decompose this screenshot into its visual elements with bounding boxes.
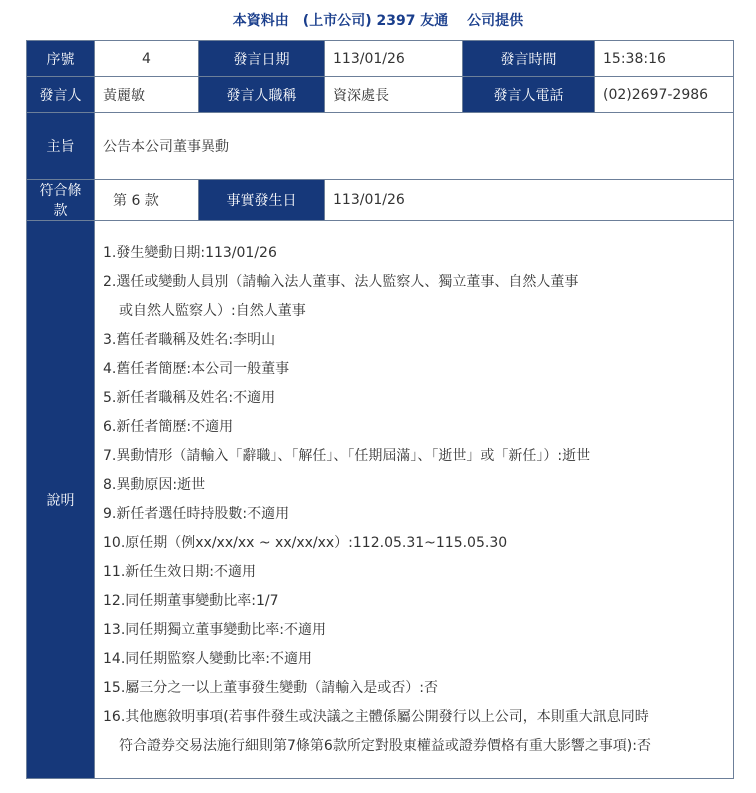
description-line: 2.選任或變動人員別（請輸入法人董事、法人監察人、獨立董事、自然人董事 [103, 273, 579, 290]
description-line: 13.同任期獨立董事變動比率:不適用 [103, 621, 326, 638]
description-content [95, 221, 734, 779]
speak-time-label: 發言時間 [463, 41, 595, 77]
speaker-value: 黃麗敏 [95, 77, 199, 113]
table-row [27, 221, 734, 779]
seq-value: 4 [95, 41, 199, 77]
description-line: 14.同任期監察人變動比率:不適用 [103, 650, 312, 667]
table-row [27, 41, 734, 77]
description-line: 10.原任期（例xx/xx/xx ~ xx/xx/xx）:112.05.31~115.05.30 [103, 534, 508, 551]
description-line: 符合證券交易法施行細則第7條第6款所定對股東權益或證券價格有重大影響之事項):否 [119, 737, 651, 754]
speaker-title-value: 資深處長 [325, 77, 463, 113]
description-line: 16.其他應敘明事項(若事件發生或決議之主體係屬公開發行以上公司，本則重大訊息同時 [103, 708, 649, 725]
speak-time-value: 15:38:16 [595, 41, 734, 77]
speaker-phone-label: 發言人電話 [463, 77, 595, 113]
description-line: 9.新任者選任時持股數:不適用 [103, 505, 290, 522]
description-line: 3.舊任者職稱及姓名:李明山 [103, 331, 276, 348]
description-line: 或自然人監察人）:自然人董事 [119, 302, 306, 319]
event-date-value: 113/01/26 [325, 180, 734, 221]
speak-date-label: 發言日期 [199, 41, 325, 77]
announcement-table [26, 40, 734, 779]
description-line: 15.屬三分之一以上董事發生變動（請輸入是或否）:否 [103, 679, 438, 696]
event-date-label: 事實發生日 [199, 180, 325, 221]
description-line: 7.異動情形（請輸入「辭職」、「解任」、「任期屆滿」、「逝世」或「新任」）:逝世 [103, 447, 591, 464]
description-line: 4.舊任者簡歷:本公司一般董事 [103, 360, 290, 377]
table-row [27, 77, 734, 113]
speaker-title-label: 發言人職稱 [199, 77, 325, 113]
speaker-label: 發言人 [27, 77, 95, 113]
description-line: 11.新任生效日期:不適用 [103, 563, 256, 580]
description-line: 5.新任者職稱及姓名:不適用 [103, 389, 276, 406]
speak-date-value: 113/01/26 [325, 41, 463, 77]
page-header: 本資料由 (上市公司) 2397 友通 公司提供 [232, 13, 524, 29]
description-line: 1.發生變動日期:113/01/26 [103, 244, 277, 261]
subject-value: 公告本公司董事異動 [95, 113, 734, 180]
speaker-phone-value: (02)2697-2986 [595, 77, 734, 113]
description-line: 8.異動原因:逝世 [103, 476, 206, 493]
description-line: 12.同任期董事變動比率:1/7 [103, 592, 279, 609]
description-line: 6.新任者簡歷:不適用 [103, 418, 234, 435]
seq-label: 序號 [27, 41, 95, 77]
description-label: 說明 [27, 221, 95, 779]
clause-label: 符合條款 [27, 180, 95, 221]
table-row [27, 113, 734, 180]
table-row [27, 180, 734, 221]
clause-value: 第 6 款 [95, 180, 199, 221]
subject-label: 主旨 [27, 113, 95, 180]
